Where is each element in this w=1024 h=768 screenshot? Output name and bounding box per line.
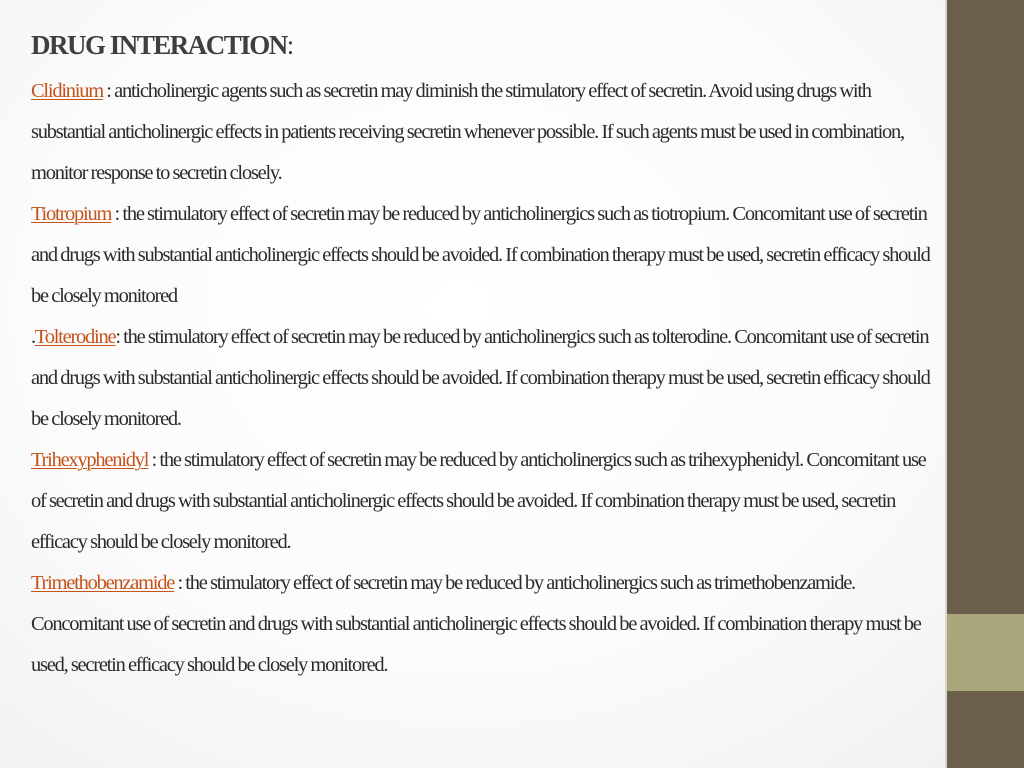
interaction-text: : the stimulatory effect of secretin may be reduced by anticholinergics such as tiotropium. Concomitant use of secretin and drugs with substantial anticholinergic effects should be avoided. If combination therapy must be used, secretin efficacy should be closely monitored (31, 203, 930, 307)
drug-link-trimethobenzamide[interactable]: Trimethobenzamide (31, 572, 175, 594)
interaction-item-trihexyphenidyl (31, 440, 936, 563)
interaction-prefix: . (31, 326, 35, 348)
drug-link-tiotropium[interactable]: Tiotropium (31, 203, 112, 225)
interaction-text: : the stimulatory effect of secretin may be reduced by anticholinergics such as tolterodine. Concomitant use of secretin and drugs with substantial anticholinergic effects should be avoided. If combination therapy must be used, secretin efficacy should be closely monitored. (31, 326, 930, 430)
interaction-list (31, 71, 936, 686)
interaction-item-trimethobenzamide (31, 563, 936, 686)
drug-link-tolterodine[interactable]: Tolterodine (34, 326, 116, 348)
drug-link-clidinium[interactable]: Clidinium (31, 80, 103, 102)
slide-title-colon: : (286, 30, 293, 60)
slide-title (31, 30, 293, 61)
slide-title-text: DRUG INTERACTION (31, 30, 287, 60)
drug-link-trihexyphenidyl[interactable]: Trihexyphenidyl (31, 449, 149, 471)
decorative-sidebar-accent (947, 614, 1024, 691)
interaction-item-tiotropium (31, 194, 936, 317)
interaction-text: : anticholinergic agents such as secretin may diminish the stimulatory effect of secretin. Avoid using drugs with substantial anticholinergic effects in patients receiving secretin whenever possible. If such agents must be used in combination, monitor response to secretin closely. (31, 80, 904, 184)
interaction-text: : the stimulatory effect of secretin may be reduced by anticholinergics such as trihexyphenidyl. Concomitant use of secretin and drugs with substantial anticholinergic effects should be avoided. If combination therapy must be used, secretin efficacy should be closely monitored. (31, 449, 926, 553)
interaction-item-tolterodine (31, 317, 936, 440)
interaction-item-clidinium (31, 71, 936, 194)
interaction-text: : the stimulatory effect of secretin may be reduced by anticholinergics such as trimethobenzamide. Concomitant use of secretin and drugs with substantial anticholinergic effects should be avoided. If combination therapy must be used, secretin efficacy should be closely monitored. (31, 572, 921, 676)
